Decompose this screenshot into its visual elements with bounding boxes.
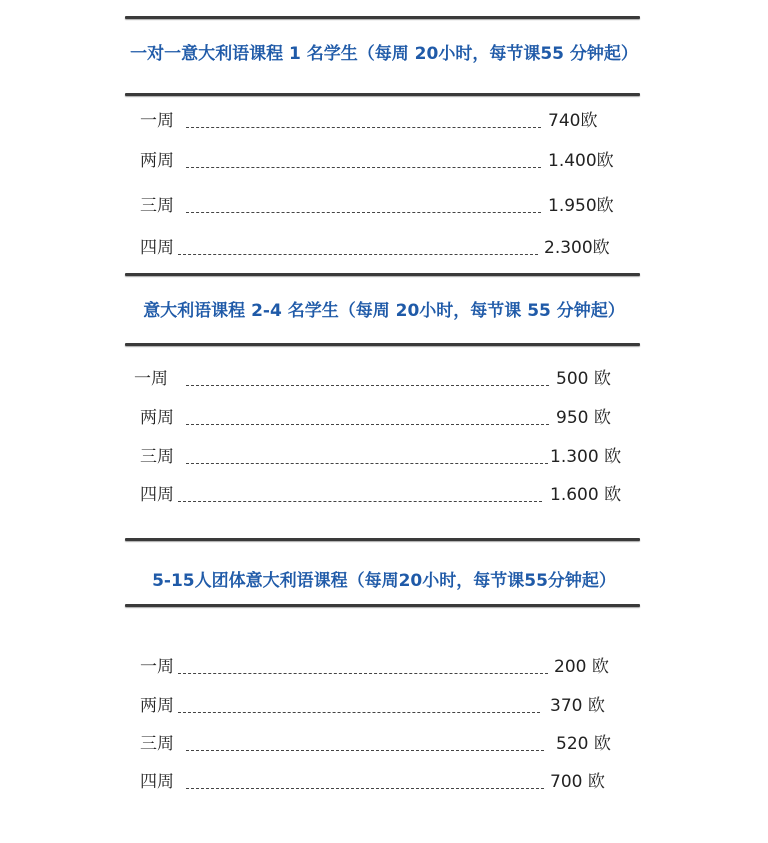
divider-section-1-header bbox=[125, 93, 640, 96]
section-heading: 5-15人团体意大利语课程（每周20小时，每节课55分钟起） bbox=[152, 571, 616, 591]
section-heading: 一对一意大利语课程 1 名学生（每周 20小时，每节课55 分钟起） bbox=[130, 44, 638, 64]
price-row bbox=[140, 656, 640, 678]
duration-label: 三周 bbox=[140, 734, 174, 754]
price-row bbox=[134, 368, 634, 390]
divider-section-3-header bbox=[125, 604, 640, 607]
price-row bbox=[140, 695, 640, 717]
leader-line bbox=[178, 673, 548, 674]
price-value: 520 欧 bbox=[556, 734, 611, 754]
divider-section-2-header bbox=[125, 343, 640, 346]
duration-label: 两周 bbox=[140, 408, 174, 428]
price-row bbox=[140, 733, 640, 755]
price-value: 1.400欧 bbox=[548, 151, 614, 171]
divider-section-1-end bbox=[125, 273, 640, 276]
price-value: 200 欧 bbox=[554, 657, 609, 677]
leader-line bbox=[178, 501, 542, 502]
duration-label: 两周 bbox=[140, 151, 174, 171]
price-value: 740欧 bbox=[548, 111, 598, 131]
price-value: 1.950欧 bbox=[548, 196, 614, 216]
duration-label: 四周 bbox=[140, 485, 174, 505]
leader-line bbox=[186, 212, 541, 213]
leader-line bbox=[186, 424, 549, 425]
section-heading: 意大利语课程 2-4 名学生（每周 20小时，每节课 55 分钟起） bbox=[143, 301, 625, 321]
price-row bbox=[140, 446, 640, 468]
duration-label: 四周 bbox=[140, 238, 174, 258]
leader-line bbox=[186, 788, 544, 789]
price-value: 500 欧 bbox=[556, 369, 611, 389]
duration-label: 一周 bbox=[140, 111, 174, 131]
price-row bbox=[140, 407, 640, 429]
duration-label: 三周 bbox=[140, 447, 174, 467]
divider-top bbox=[125, 16, 640, 19]
price-row bbox=[140, 110, 620, 132]
duration-label: 三周 bbox=[140, 196, 174, 216]
price-row bbox=[140, 771, 640, 793]
leader-line bbox=[186, 167, 541, 168]
price-value: 2.300欧 bbox=[544, 238, 610, 258]
leader-line bbox=[186, 127, 541, 128]
duration-label: 四周 bbox=[140, 772, 174, 792]
leader-line bbox=[186, 385, 549, 386]
price-row bbox=[140, 484, 640, 506]
price-value: 1.300 欧 bbox=[550, 447, 622, 467]
divider-section-2-end bbox=[125, 538, 640, 541]
leader-line bbox=[178, 254, 538, 255]
duration-label: 两周 bbox=[140, 696, 174, 716]
leader-line bbox=[186, 750, 544, 751]
price-row bbox=[140, 237, 620, 259]
price-value: 700 欧 bbox=[550, 772, 605, 792]
price-value: 950 欧 bbox=[556, 408, 611, 428]
duration-label: 一周 bbox=[140, 657, 174, 677]
leader-line bbox=[178, 712, 540, 713]
price-row bbox=[140, 195, 620, 217]
price-row bbox=[140, 150, 620, 172]
leader-line bbox=[186, 463, 548, 464]
price-value: 1.600 欧 bbox=[550, 485, 622, 505]
duration-label: 一周 bbox=[134, 369, 168, 389]
price-value: 370 欧 bbox=[550, 696, 605, 716]
